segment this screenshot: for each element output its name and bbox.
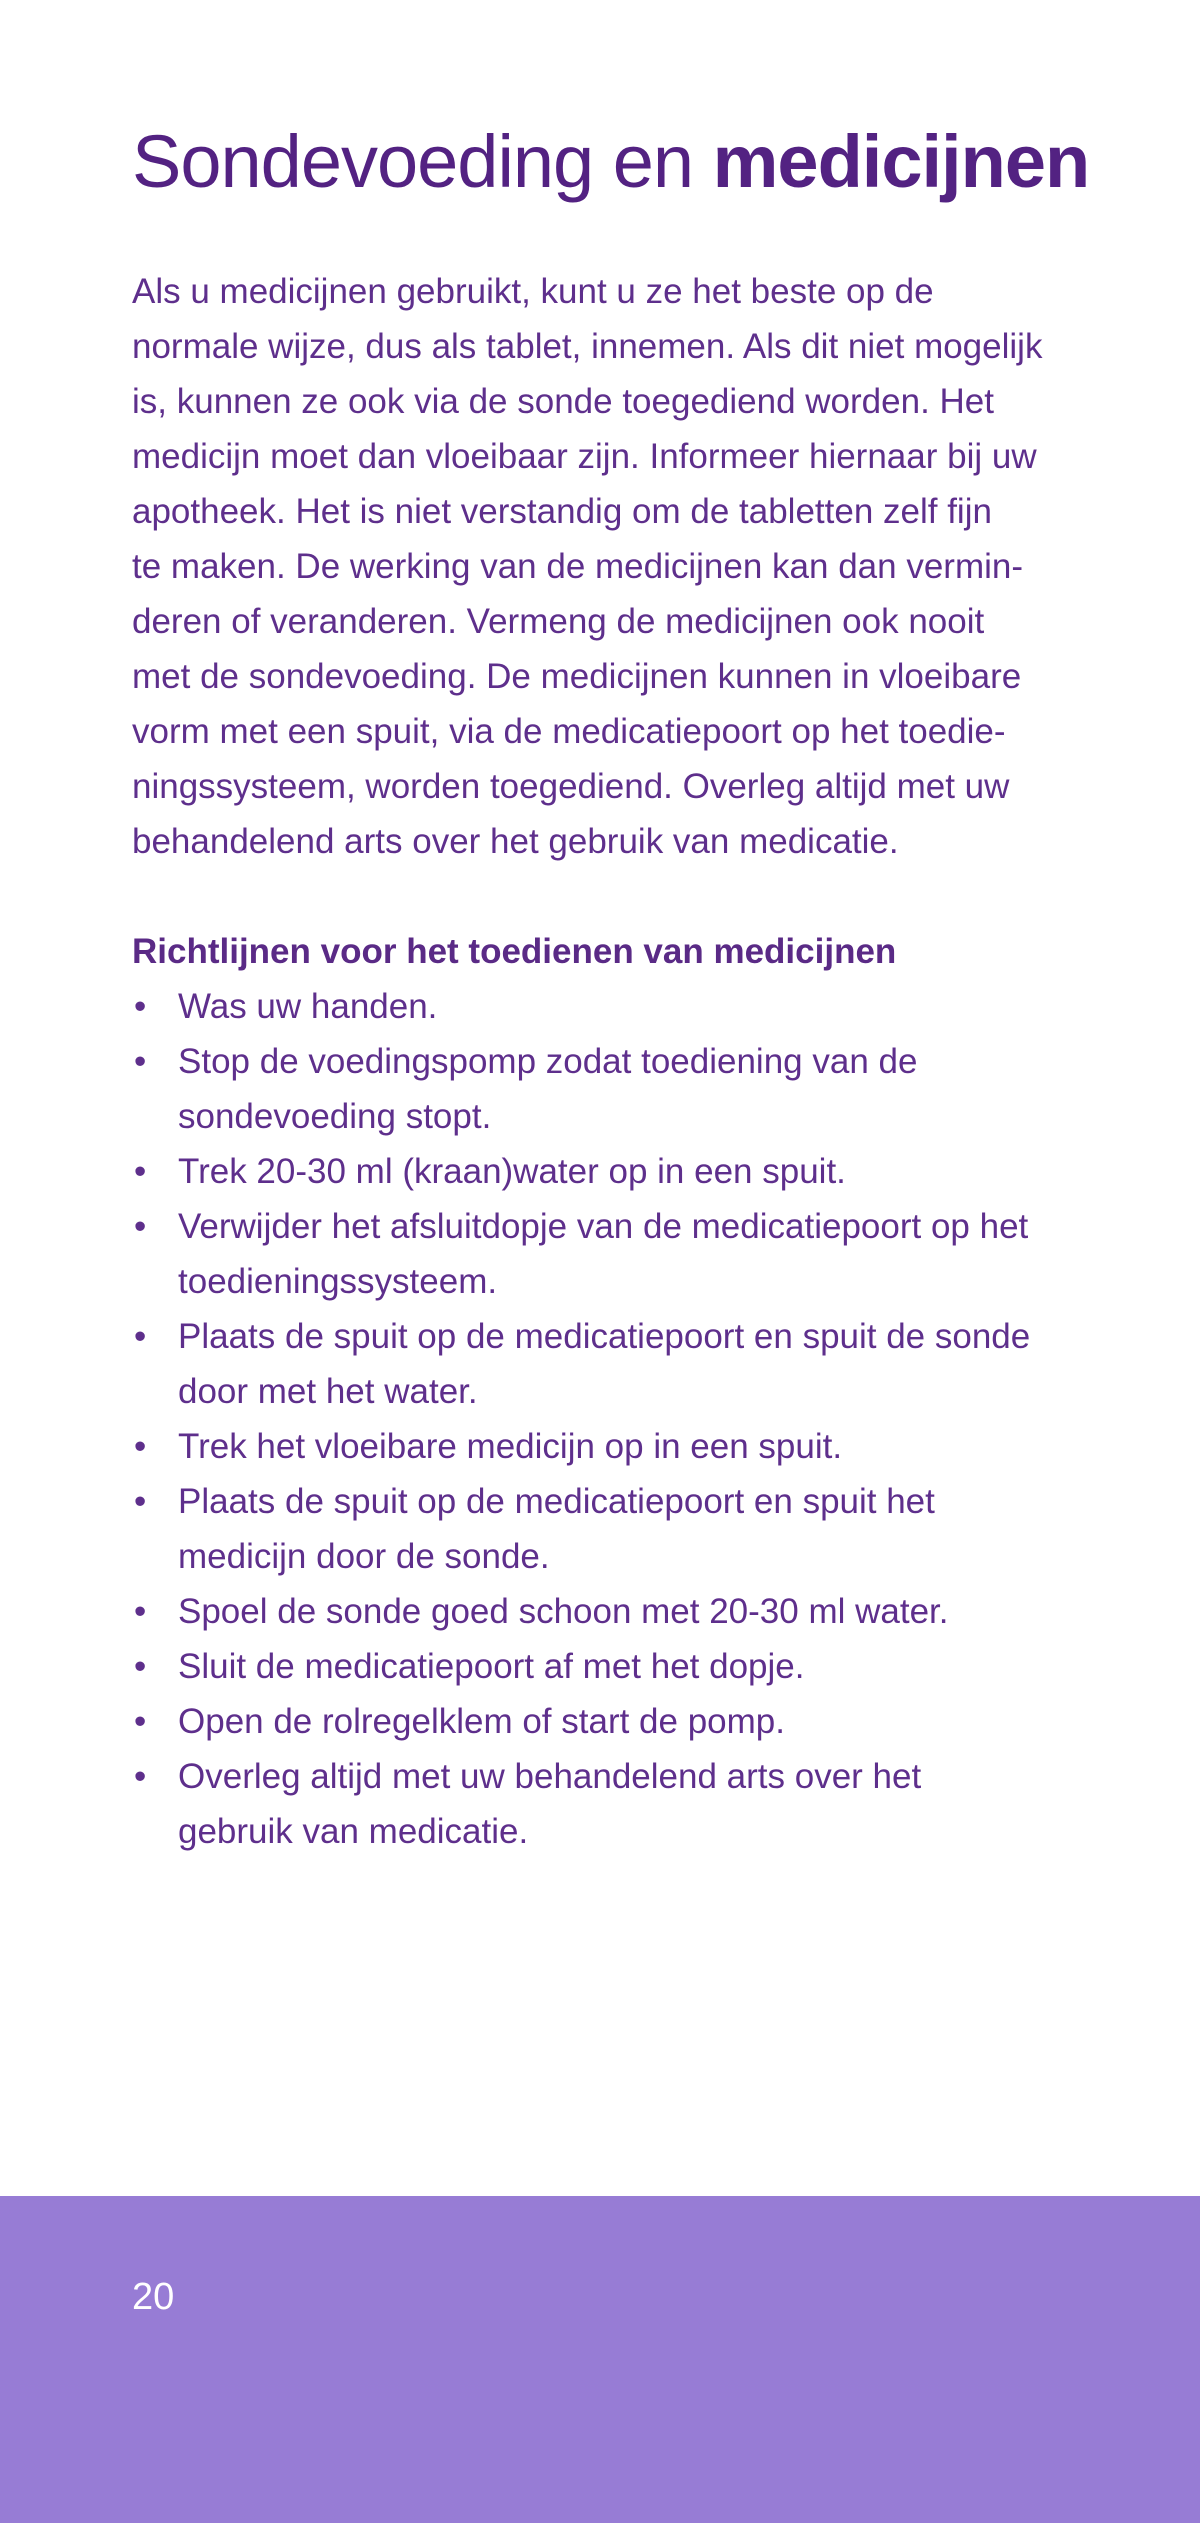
list-item-text: Plaats de spuit op de medicatiepoort en spuit de sonde — [178, 1317, 1031, 1356]
list-item-text: Sluit de medicatiepoort af met het dopje. — [178, 1647, 805, 1686]
intro-line: te maken. De werking van de medicijnen kan dan vermin- — [132, 547, 1023, 586]
intro-line: behandelend arts over het gebruik van medicatie. — [132, 822, 899, 861]
intro-line: Als u medicijnen gebruikt, kunt u ze het beste op de — [132, 272, 934, 311]
list-item-text: toedieningssysteem. — [178, 1262, 498, 1301]
bullet-icon: • — [134, 1427, 147, 1466]
list-item — [132, 1144, 1112, 1199]
list-item — [132, 979, 1112, 1034]
list-item — [132, 1199, 1112, 1309]
list-item — [132, 1584, 1112, 1639]
intro-line: is, kunnen ze ook via de sonde toegediend worden. Het — [132, 382, 994, 421]
footer-band — [0, 2196, 1200, 2523]
bullet-icon: • — [134, 1647, 147, 1686]
guidelines-heading: Richtlijnen voor het toedienen van medicijnen — [132, 932, 897, 971]
bullet-icon: • — [134, 987, 147, 1026]
bullet-icon: • — [134, 1592, 147, 1631]
list-item — [132, 1749, 1112, 1859]
guidelines-list — [132, 979, 1112, 1859]
list-item-text: gebruik van medicatie. — [178, 1812, 529, 1851]
list-item — [132, 1419, 1112, 1474]
page-title-bold: medicijnen — [712, 120, 1090, 203]
list-item-text: Stop de voedingspomp zodat toediening van de — [178, 1042, 918, 1081]
intro-paragraph — [132, 264, 1102, 869]
bullet-icon: • — [134, 1702, 147, 1741]
bullet-icon: • — [134, 1207, 147, 1246]
page-title — [132, 112, 1089, 212]
bullet-icon: • — [134, 1317, 147, 1356]
bullet-icon: • — [134, 1757, 147, 1796]
bullet-icon: • — [134, 1042, 147, 1081]
list-item-text: Plaats de spuit op de medicatiepoort en spuit het — [178, 1482, 935, 1521]
intro-line: ningssysteem, worden toegediend. Overleg altijd met uw — [132, 767, 1010, 806]
bullet-icon: • — [134, 1482, 147, 1521]
list-item-text: Verwijder het afsluitdopje van de medicatiepoort op het — [178, 1207, 1029, 1246]
list-item-text: Open de rolregelklem of start de pomp. — [178, 1702, 785, 1741]
list-item-text: Trek het vloeibare medicijn op in een spuit. — [178, 1427, 843, 1466]
intro-line: normale wijze, dus als tablet, innemen. Als dit niet mogelijk — [132, 327, 1043, 366]
list-item-text: Overleg altijd met uw behandelend arts over het — [178, 1757, 922, 1796]
page-title-light: Sondevoeding en — [132, 120, 713, 203]
list-item-text: door met het water. — [178, 1372, 478, 1411]
list-item — [132, 1309, 1112, 1419]
intro-line: deren of veranderen. Vermeng de medicijnen ook nooit — [132, 602, 985, 641]
list-item — [132, 1034, 1112, 1144]
page-number: 20 — [132, 2276, 175, 2318]
list-item-text: Was uw handen. — [178, 987, 438, 1026]
intro-line: medicijn moet dan vloeibaar zijn. Informeer hiernaar bij uw — [132, 437, 1037, 476]
list-item — [132, 1694, 1112, 1749]
list-item — [132, 1639, 1112, 1694]
list-item-text: sondevoeding stopt. — [178, 1097, 492, 1136]
list-item — [132, 1474, 1112, 1584]
list-item-text: Spoel de sonde goed schoon met 20-30 ml water. — [178, 1592, 949, 1631]
intro-line: apotheek. Het is niet verstandig om de tabletten zelf fijn — [132, 492, 992, 531]
intro-line: met de sondevoeding. De medicijnen kunnen in vloeibare — [132, 657, 1022, 696]
list-item-text: Trek 20-30 ml (kraan)water op in een spuit. — [178, 1152, 846, 1191]
bullet-icon: • — [134, 1152, 147, 1191]
intro-line: vorm met een spuit, via de medicatiepoort op het toedie- — [132, 712, 1006, 751]
list-item-text: medicijn door de sonde. — [178, 1537, 550, 1576]
